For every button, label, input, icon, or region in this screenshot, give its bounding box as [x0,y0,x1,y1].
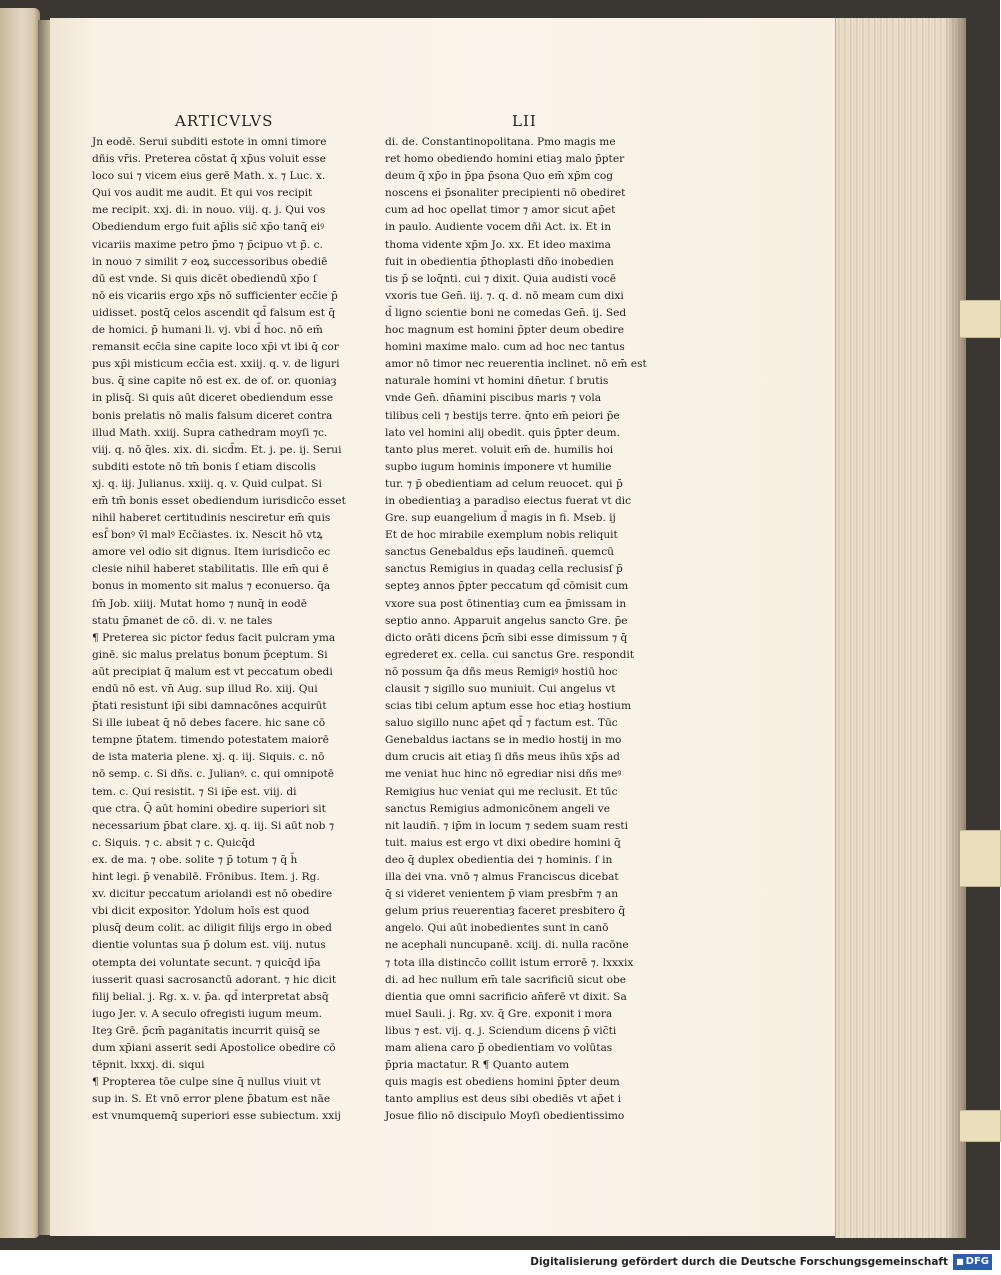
text-line: Jn eodē. Serui subditi estote in omni timore [92,136,327,148]
text-line: subditi estote nō tm̄ bonis ſ etiam discolis [92,460,316,473]
text-line: vxore sua post ōtinentiaȝ cum ea p̄missam in [385,597,627,610]
text-line: sanctus Remigius admonicōnem angeli ve [385,802,611,815]
text-line: mam aliena caro p̄ obedientiam vo volūtas [385,1041,613,1054]
text-line: dum crucis ait etiaȝ ſi dñs meus ihūs xp̄s ad [385,751,620,764]
text-line: amore vel odio sit dignus. Item iurisdicc̄o ec [92,546,331,559]
footer-bar [0,1250,1000,1275]
text-line: est vnumquemq̄ superiori esse subiectum. xxij [92,1110,341,1123]
text-line: ¶ Propterea tōe culpe sine q̄ nullus viuit vt [92,1076,321,1089]
text-line: p̄tati resistunt ip̄i sibi damnacōnes acquirūt [92,700,327,713]
text-line: septio anno. Apparuit angelus sancto Gre. p̄e [385,614,628,627]
text-line: naturale homini vt homini dn̄etur. ſ brutis [385,375,609,388]
paper-tab [960,300,1001,338]
text-line: illa dei vna. vnō ⁊ almus Franciscus dicebat [385,871,619,884]
text-line: p̄pria mactatur. R ¶ Quanto autem [385,1059,570,1072]
text-line: nō eis vicariis ergo xp̄s nō sufficienter ecc̄ie p̄ [92,289,338,302]
text-line: deum q̄ xp̄o in p̄pa p̄sona Quo em̄ xp̄m cog [385,170,614,183]
text-line: endū nō est. vn̄ Aug. sup illud Ro. xiij. Qui [92,683,318,695]
text-line: xj. q. iij. Julianus. xxiij. q. v. Quid culpat. Si [92,477,322,490]
text-line: vnde Gen̄. dn̄amini piscibus maris ⁊ vola [385,392,602,405]
text-line: sup in. S. Et vnō error plene p̄batum est nāe [92,1093,331,1106]
text-line: tuit. maius est ergo vt dixi obedire homini q̄ [385,836,621,849]
text-line: Qui vos audit me audit. Et qui vos recipit [92,187,313,200]
paper-tab [960,830,1001,887]
text-line: viij. q. nō q̄les. xix. di. sicd̄m. Et. j. pe. ij. Serui [92,443,342,456]
text-line: q̄ si videret venientem p̄ viam presbr̄m ⁊ an [385,888,619,901]
text-line: tilibus celi ⁊ bestijs terre. q̄nto em̄ peiori p̄e [385,409,620,422]
text-line: bonus in momento sit malus ⁊ econuerso. q̄a [92,580,331,593]
text-line: clesie nihil haberet stabilitatis. Ille em̄ qui ē [92,563,329,576]
text-line: thoma vidente xp̄m Jo. xx. Et ideo maxima [385,238,611,251]
text-line: vicariis maxime petro p̄mo ⁊ p̄cipuo vt p̄. c. [92,238,323,251]
text-line: in plisq̄. Si quis aūt diceret obediendum esse [92,392,334,405]
text-line: septeȝ annos p̄pter peccatum qd̄ cōmisit cum [385,580,629,593]
text-line: nit laudin̄. ⁊ ip̄m in locum ⁊ sedem suam resti [385,819,629,832]
text-line: tanto plus meret. voluit em̄ de. humilis hoi [385,443,614,456]
text-line: dicto orāti dicens p̄cm̄ sibi esse dimissum ⁊ q̄ [385,631,628,644]
text-line: bus. q̄ sine capite nō est ex. de of. or. quoniaȝ [92,375,337,388]
text-line: dum xp̄iani asserit sedi Apostolice obedire cō [92,1041,336,1054]
text-line: otempta dei voluntate secunt. ⁊ quicq̄d ip̄a [92,956,321,969]
text-line: nō possum q̄a dñs meus Remigiꝰ hostiū hoc [385,665,618,678]
folio-number: LII [512,112,537,130]
text-line: in nouo ⁊ similit ⁊ eoꝝ successoribus obediē [92,255,328,268]
text-line: clausit ⁊ sigillo suo muniuit. Cui angelus vt [385,683,616,695]
text-line: hoc magnum est homini p̄pter deum obedire [385,324,624,337]
text-line: ¶ Preterea sic pictor fedus facit pulcram yma [92,631,336,644]
text-line: loco sui ⁊ vicem eius gerē Math. x. ⁊ Luc. x. [92,170,326,183]
text-line: bonis prelatis nō malis falsum diceret contra [92,409,333,422]
text-line: uidisset. postq̄ celos ascendit qd̄ falsum est q̄ [92,306,336,319]
text-line: gelum prius reuerentiaȝ faceret presbitero q̄ [385,905,626,918]
text-line: Gre. sup euangelium d̄ magis in fi. Mseb. ij [385,512,616,525]
text-line: ſm̄ Job. xiiij. Mutat homo ⁊ nunq̄ in eodē [92,597,308,610]
text-line: saluo sigillo nunc ap̄et qd̄ ⁊ factum est. Tūc [385,717,618,730]
text-line: dū est vnde. Si quis dicēt obediendū xp̄o ſ [92,272,317,285]
text-line: ginē. sic malus prelatus bonum p̄ceptum. Si [92,648,328,661]
text-line: ex. de ma. ⁊ obe. solite ⁊ p̄ totum ⁊ q̄ h̄ [92,853,298,866]
text-line: hint legi. p̄ venabilē. Frōnibus. Item. j. Rg. [92,871,320,884]
text-line: illud Math. xxiij. Supra cathedram moyſi ⁊c. [92,426,328,439]
running-title: ARTICVLVS [175,112,274,130]
footer-credit: Digitalisierung gefördert durch die Deutsche Forschungsgemeinschaft [530,1256,948,1268]
text-line: iusserit quasi sacrosanctū adorant. ⁊ hic dicit [92,973,337,986]
text-line: deo q̄ duplex obedientia dei ⁊ hominis. ſ in [385,853,613,866]
text-line: tem. c. Qui resistit. ⁊ Si ip̄e est. viij. di [92,785,297,798]
paper-tab [960,1110,1001,1142]
text-line: vbi dicit expositor. Ydolum hoīs est quod [92,905,310,918]
text-line: muel Sauli. j. Rg. xv. q̄ Gre. exponit i mora [385,1007,613,1020]
text-line: nihil haberet certitudinis nesciretur em̄ quis [92,512,331,525]
text-line: Genebaldus iactans se in medio hostij in mo [385,734,622,747]
text-line: em̄ tm̄ bonis esset obediendum iurisdicc̄o esset [92,494,346,507]
text-line: de ista materia plene. xj. q. iij. Siquis. c. nō [92,751,325,764]
text-line: Remigius huc veniat qui me reclusit. Et tūc [385,785,618,798]
left-text-column [92,134,346,1123]
text-line: cum ad hoc opellat timor ⁊ amor sicut ap̄et [385,204,616,217]
page-block-edges [835,18,966,1238]
text-line: dientia que omni sacrificio an̄ferē vt dixit. Sa [385,990,627,1003]
text-line: Si ille iubeat q̄ nō debes facere. hic sane cō [92,717,326,730]
text-line: supbo iugum hominis imponere vt humilie [385,460,612,473]
text-line: de homici. p̄ humani li. vj. vbi d̄ hoc. nō em̄ [92,324,323,337]
text-line: sanctus Genebaldus ep̄s laudinen̄. quemcū [385,546,614,559]
text-line: tis p̄ se loq̄nti. cui ⁊ dixit. Quia audisti vocē [385,272,616,285]
text-line: Iteȝ Grē. p̄cm̄ paganitatis incurrit quisq̄ se [92,1024,321,1037]
text-line: Josue filio nō discipulo Moyſi obedientissimo [385,1110,625,1123]
right-text-column [385,134,647,1123]
text-line: aūt precipiat q̄ malum est vt peccatum obedi [92,665,333,678]
text-line: ret homo obediendo homini etiaȝ malo p̄pter [385,153,625,166]
text-line: me veniat huc hinc nō egrediar nisi dñs meꝰ [385,768,622,781]
text-line: amor nō timor nec reuerentia inclinet. nō em̄ est [385,358,647,371]
text-line: tēpnit. lxxxj. di. siqui [92,1059,205,1072]
text-line: homini maxime malo. cum ad hoc nec tantus [385,341,625,354]
text-line: quis magis est obediens homini p̄pter deum [385,1076,620,1089]
text-line: xv. dicitur peccatum ariolandi est nō obedire [92,888,333,901]
text-line: dientie voluntas sua p̄ dolum est. viij. nutus [92,939,326,952]
text-line: d̄ ligno scientie boni ne comedas Gen̄. ij. Sed [385,306,627,319]
text-line: libus ⁊ est. vij. q. j. Sciendum dicens p̄ vic̄ti [385,1024,617,1037]
text-line: egrederet ex. cella. cui sanctus Gre. respondit [385,648,635,661]
text-line: statu p̄manet de cō. di. v. ne tales [92,614,273,627]
text-line: dñis vr̄is. Preterea cōstat q̄ xp̄us voluit esse [92,153,326,166]
text-line: remansit ecc̄ia sine capite loco xp̄i vt ibi q̄ cor [92,341,339,354]
text-line: lato vel homini alij obedit. quis p̄pter deum. [385,426,620,439]
text-line: vxoris tue Gen̄. iij. ⁊. q. d. nō meam cum dixi [385,289,624,302]
text-line: filij belial. j. Rg. x. v. p̄a. qd̄ interpretat absq̄ [92,990,329,1003]
text-line: pus xp̄i misticum ecc̄ia est. xxiij. q. v. de liguri [92,358,340,371]
text-line: necessarium p̄bat clare. xj. q. iij. Si aūt nob ⁊ [92,819,335,832]
text-line: ⁊ tota illa distincc̄o collit istum errorē ⁊. lxxxix [385,956,634,969]
text-line: in paulo. Audiente vocem dñi Act. ix. Et in [385,221,612,234]
text-line: di. de. Constantinopolitana. Pmo magis me [385,136,616,148]
text-line: sanctus Remigius in quadaȝ cella reclusisſ p̄ [385,563,623,576]
text-line: esſ̄ bonꝰ v̄l malꝰ Ecc̄iastes. ix. Nescit hō vtꝝ [92,529,323,542]
text-line: Et de hoc mirabile exemplum nobis reliquit [385,529,618,542]
text-line: me recipit. xxj. di. in nouo. viij. q. j. Qui vos [92,204,326,217]
text-line: tur. ⁊ p̄ obedientiam ad celum reuocet. qui p̄ [385,477,623,490]
text-line: scias tibi celum aptum esse hoc etiaȝ hostium [385,700,632,713]
text-line: c. Siquis. ⁊ c. absit ⁊ c. Quicq̄d [92,836,256,849]
text-line: ne acephali nuncupanē. xciij. di. nulla racōne [385,939,629,952]
text-line: plusq̄ deum colit. ac diligit filijs ergo in obed [92,922,332,935]
dfg-logo: ■ DFG [953,1254,992,1270]
text-line: fuit in obedientia p̄thoplasti dño inobedien [385,255,614,268]
previous-page-edge [0,8,40,1238]
text-line: angelo. Qui aūt inobedientes sunt in canō [385,922,609,935]
text-line: nō semp. c. Si dñs. c. Julianꝰ. c. qui omnipotē [92,768,335,781]
text-line: que ctra. Q̄ aūt homini obedire superiori sit [92,802,326,815]
text-line: di. ad hec nullum em̄ tale sacrificiū sicut obe [385,973,627,986]
text-line: tempne p̄tatem. timendo potestatem maiorē [92,734,329,747]
text-line: iugo Jer. v. A seculo ofregisti iugum meum. [92,1007,322,1020]
text-line: noscens ei p̄sonaliter precipienti nō obediret [385,187,626,200]
text-line: tanto amplius est deus sibi obediēs vt ap̄et i [385,1093,621,1106]
text-line: in obedientiaȝ a paradiso eiectus fuerat vt dic [385,494,632,507]
text-line: Obediendum ergo fuit ap̄lis sic̄ xp̄o tanq̄ eiꝰ [92,221,325,234]
